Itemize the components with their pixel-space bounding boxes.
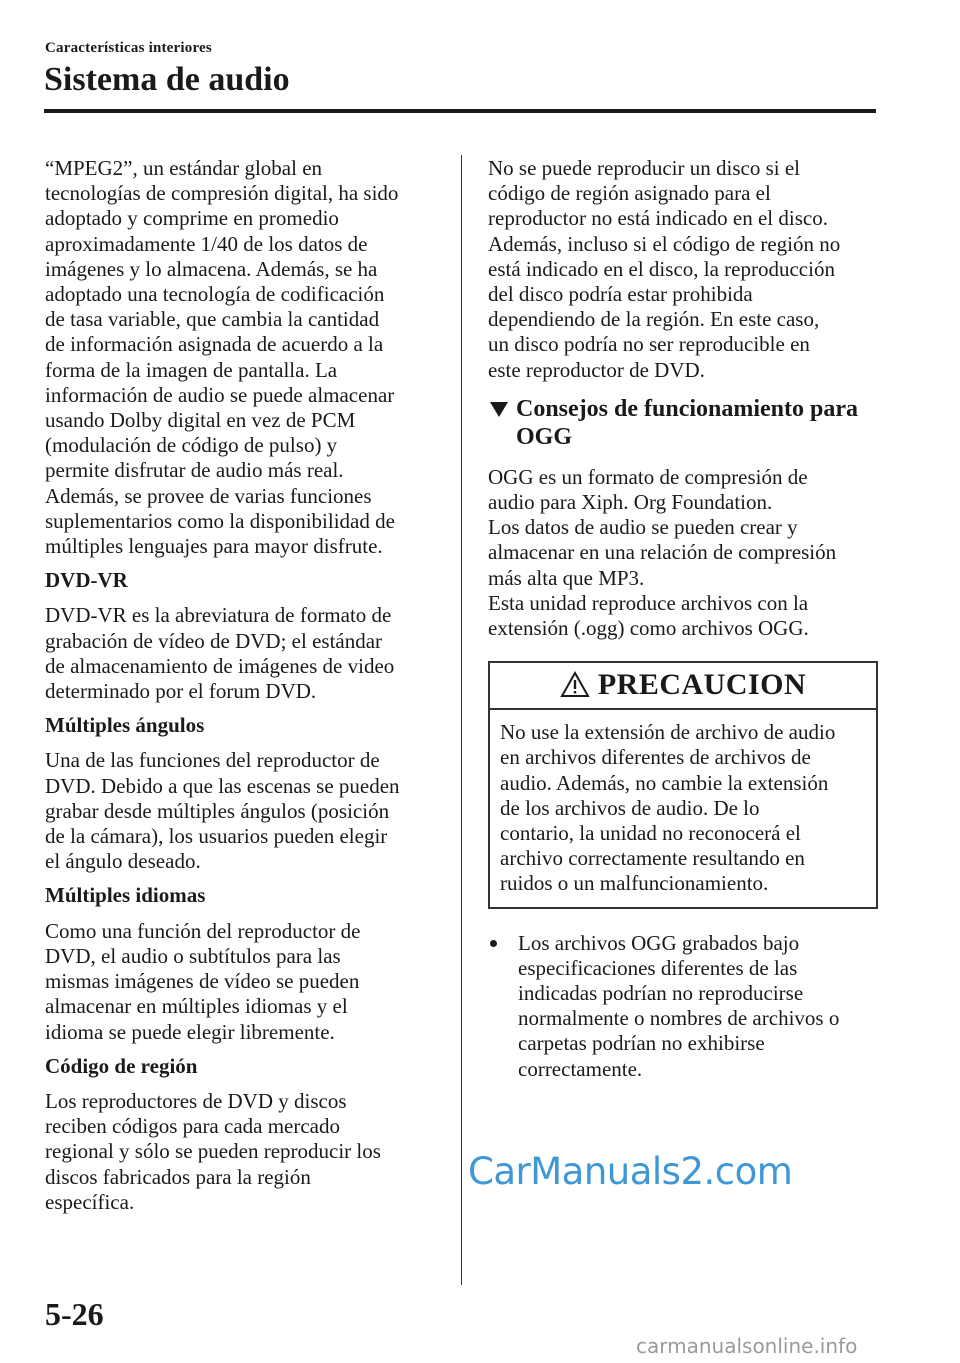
- text-line: No se puede reproducir un disco si el: [488, 156, 800, 180]
- text-line: está indicado en el disco, la reproducción: [488, 256, 835, 281]
- text-line: grabación de vídeo de DVD; el estándar: [45, 628, 383, 653]
- text-line: en archivos diferentes de archivos de: [500, 745, 811, 770]
- text-line: audio para Xiph. Org Foundation.: [488, 490, 773, 515]
- text-line: contario, la unidad no reconocerá el: [500, 821, 801, 846]
- ogg-heading-text: [516, 395, 876, 451]
- column-divider: [461, 155, 462, 1285]
- text-line: forma de la imagen de pantalla. La: [45, 357, 338, 382]
- text-line: No use la extensión de archivo de audio: [500, 720, 836, 745]
- text-line: de la cámara), los usuarios pueden elegir: [45, 824, 388, 849]
- text-line: de almacenamiento de imágenes de video: [45, 653, 395, 678]
- text-line: almacenar en una relación de compresión: [488, 540, 837, 565]
- text-line: específica.: [45, 1189, 135, 1214]
- section-label: Características interiores: [45, 40, 212, 56]
- text-line: correctamente.: [518, 1056, 643, 1081]
- text-line: normalmente o nombres de archivos o: [518, 1006, 840, 1031]
- mpeg2-paragraph: [45, 156, 445, 559]
- text-line: regional y sólo se pueden reproducir los: [45, 1139, 381, 1164]
- text-line: almacenar en múltiples idiomas y el: [45, 994, 348, 1019]
- triangle-down-icon: [490, 402, 508, 417]
- text-line: un disco podría no ser reproducible en: [488, 332, 810, 357]
- watermark: CarManuals2.com: [468, 1150, 793, 1193]
- text-line: DVD, el audio o subtítulos para las: [45, 943, 341, 968]
- text-line: grabar desde múltiples ángulos (posición: [45, 798, 390, 823]
- text-line: DVD-VR es la abreviatura de formato de: [45, 603, 392, 628]
- text-line: Además, incluso si el código de región no: [488, 231, 841, 256]
- text-line: imágenes y lo almacena. Además, se ha: [45, 256, 378, 281]
- text-line: Los datos de audio se pueden crear y: [488, 515, 798, 540]
- text-line: mismas imágenes de vídeo se pueden: [45, 969, 360, 994]
- list-item: [488, 931, 880, 1082]
- languages-subheading: Múltiples idiomas: [45, 883, 206, 908]
- right-column: [488, 156, 880, 1082]
- text-line: idioma se puede elegir libremente.: [45, 1019, 335, 1044]
- region-continued-paragraph: [488, 156, 880, 383]
- left-column: [45, 156, 445, 1224]
- text-line: aproximadamente 1/40 de los datos de: [45, 231, 368, 256]
- text-line: Esta unidad reproduce archivos con la: [488, 590, 809, 615]
- text-line: Los reproductores de DVD y discos: [45, 1088, 347, 1113]
- region-subheading: Código de región: [45, 1053, 198, 1078]
- text-line: permite disfrutar de audio más real.: [45, 458, 344, 483]
- text-line: (modulación de código de pulso) y: [45, 433, 338, 458]
- text-line: Como una función del reproductor de: [45, 918, 361, 943]
- text-line: determinado por el forum DVD.: [45, 679, 317, 704]
- text-line: este reproductor de DVD.: [488, 357, 705, 382]
- text-line: Una de las funciones del reproductor de: [45, 748, 380, 773]
- header-rule: [44, 109, 876, 113]
- text-line: audio. Además, no cambie la extensión: [500, 770, 829, 795]
- caution-title: [500, 663, 866, 708]
- text-line: “MPEG2”, un estándar global en: [45, 156, 323, 180]
- text-line: múltiples lenguajes para mayor disfrute.: [45, 534, 383, 559]
- text-line: de información asignada de acuerdo a la: [45, 332, 384, 357]
- dvdvr-subheading: DVD-VR: [45, 568, 128, 593]
- text-line: OGG es un formato de compresión de: [488, 464, 808, 489]
- text-line: Los archivos OGG grabados bajo: [518, 930, 800, 955]
- text-line: reproductor no está indicado en el disco.: [488, 206, 828, 231]
- text-line: usando Dolby digital en vez de PCM: [45, 408, 356, 433]
- caution-rule: [490, 708, 876, 710]
- caution-body: [500, 720, 866, 896]
- text-line: adoptado y comprime en promedio: [45, 206, 339, 231]
- text-line: reciben códigos para cada mercado: [45, 1114, 341, 1139]
- text-line: carpetas podrían no exhibirse: [518, 1031, 765, 1056]
- text-line: OGG: [516, 423, 573, 450]
- text-line: adoptado una tecnología de codificación: [45, 282, 385, 307]
- text-line: código de región asignado para el: [488, 181, 771, 206]
- region-paragraph: [45, 1089, 445, 1215]
- bullet-text: [518, 931, 839, 1082]
- ogg-section-heading: [488, 395, 880, 451]
- text-line: información de audio se puede almacenar: [45, 382, 395, 407]
- text-line: Consejos de funcionamiento para: [516, 395, 859, 422]
- text-line: ruidos o un malfuncionamiento.: [500, 871, 769, 896]
- caution-box: [488, 661, 878, 908]
- text-line: extensión (.ogg) como archivos OGG.: [488, 616, 809, 641]
- text-line: del disco podría estar prohibida: [488, 282, 753, 307]
- bullet-icon: [488, 931, 518, 1082]
- text-line: discos fabricados para la región: [45, 1164, 311, 1189]
- angles-paragraph: [45, 748, 445, 874]
- page-title: Sistema de audio: [44, 61, 290, 98]
- caution-title-text: PRECAUCION: [597, 668, 807, 702]
- angles-subheading: Múltiples ángulos: [45, 713, 205, 738]
- text-line: suplementarios como la disponibilidad de: [45, 508, 395, 533]
- text-line: Además, se provee de varias funciones: [45, 483, 372, 508]
- languages-paragraph: [45, 919, 445, 1045]
- text-line: más alta que MP3.: [488, 565, 645, 590]
- text-line: DVD. Debido a que las escenas se pueden: [45, 773, 400, 798]
- text-line: dependiendo de la región. En este caso,: [488, 307, 820, 332]
- ogg-paragraph: [488, 465, 880, 641]
- text-line: indicadas podrían no reproducirse: [518, 981, 804, 1006]
- footer-mark: carmanualsonline.info: [636, 1334, 858, 1358]
- text-line: de los archivos de audio. De lo: [500, 795, 760, 820]
- text-line: tecnologías de compresión digital, ha sido: [45, 181, 399, 206]
- text-line: el ángulo deseado.: [45, 849, 201, 874]
- dvdvr-paragraph: [45, 603, 445, 704]
- text-line: especificaciones diferentes de las: [518, 955, 798, 980]
- text-line: archivo correctamente resultando en: [500, 846, 805, 871]
- warning-icon: [560, 671, 590, 698]
- page-number: 5-26: [45, 1296, 104, 1332]
- text-line: de tasa variable, que cambia la cantidad: [45, 307, 380, 332]
